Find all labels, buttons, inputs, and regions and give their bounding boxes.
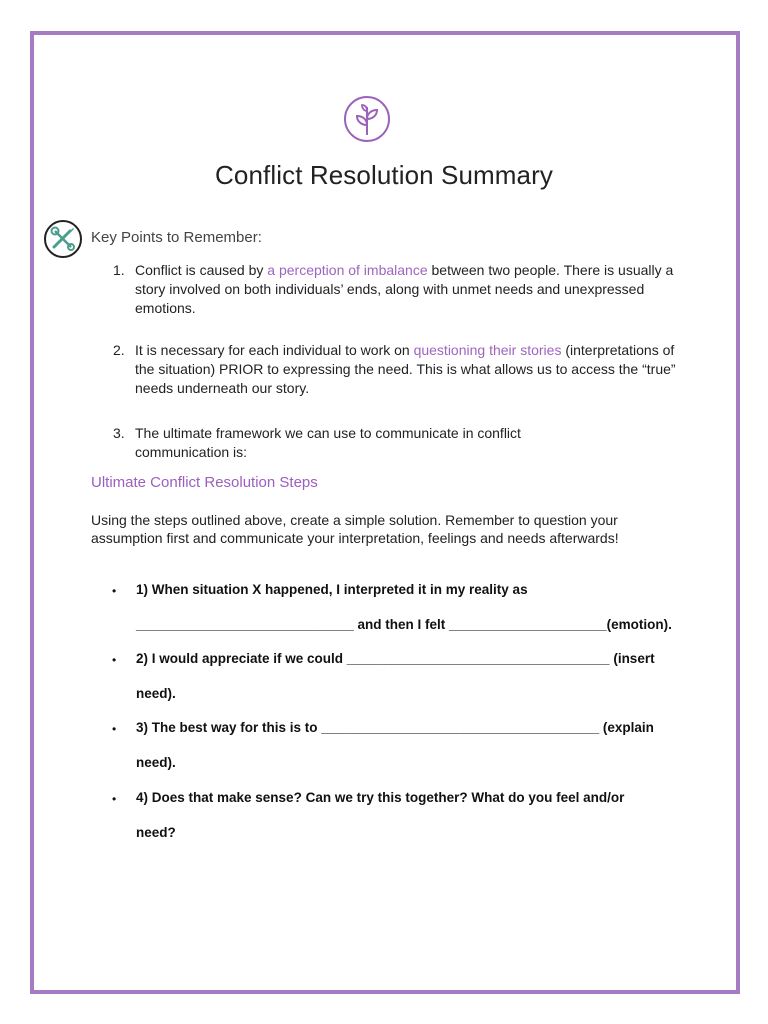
step-2-line-2: need). bbox=[136, 686, 176, 701]
step-3-line-2: need). bbox=[136, 755, 176, 770]
bullet-marker: • bbox=[112, 584, 117, 598]
highlight-text: questioning their stories bbox=[413, 342, 562, 358]
page-title: Conflict Resolution Summary bbox=[215, 160, 553, 190]
point-text: Conflict is caused by a perception of imbalance between two people. There is usually a story involved on both individuals’ ends, along with unmet needs and unexpressed emotions. bbox=[135, 262, 674, 316]
point-number: 2. bbox=[113, 342, 125, 358]
step-1-line-2: _____________________________ and then I felt _____________________(emotion). bbox=[136, 617, 672, 632]
step-2-line-1: 2) I would appreciate if we could ___________________________________ (insert bbox=[136, 651, 655, 666]
steps-heading: Ultimate Conflict Resolution Steps bbox=[91, 474, 318, 491]
tools-wrench-pencil-icon bbox=[43, 219, 83, 259]
highlight-text: a perception of imbalance bbox=[267, 262, 428, 278]
plant-sprout-icon bbox=[343, 95, 391, 143]
point-number: 3. bbox=[113, 425, 125, 441]
step-4-line-1: 4) Does that make sense? Can we try this together? What do you feel and/or bbox=[136, 790, 625, 805]
key-points-heading: Key Points to Remember: bbox=[91, 229, 262, 246]
bullet-marker: • bbox=[112, 722, 117, 736]
step-1-line-1: 1) When situation X happened, I interpreted it in my reality as bbox=[136, 582, 528, 597]
intro-paragraph: Using the steps outlined above, create a simple solution. Remember to question your assumption first and communicate your interpretation, feelings and needs afterwards! bbox=[91, 512, 619, 546]
step-3-line-1: 3) The best way for this is to _____________________________________ (explain bbox=[136, 720, 654, 735]
step-4-line-2: need? bbox=[136, 825, 176, 840]
bullet-marker: • bbox=[112, 792, 117, 806]
point-text: The ultimate framework we can use to communicate in conflict communication is: bbox=[135, 425, 521, 460]
point-number: 1. bbox=[113, 262, 125, 278]
point-text: It is necessary for each individual to work on questioning their stories (interpretations of the situation) PRIOR to expressing the need. This is what allows us to access the “true” needs underneath our story. bbox=[135, 342, 676, 396]
bullet-marker: • bbox=[112, 653, 117, 667]
